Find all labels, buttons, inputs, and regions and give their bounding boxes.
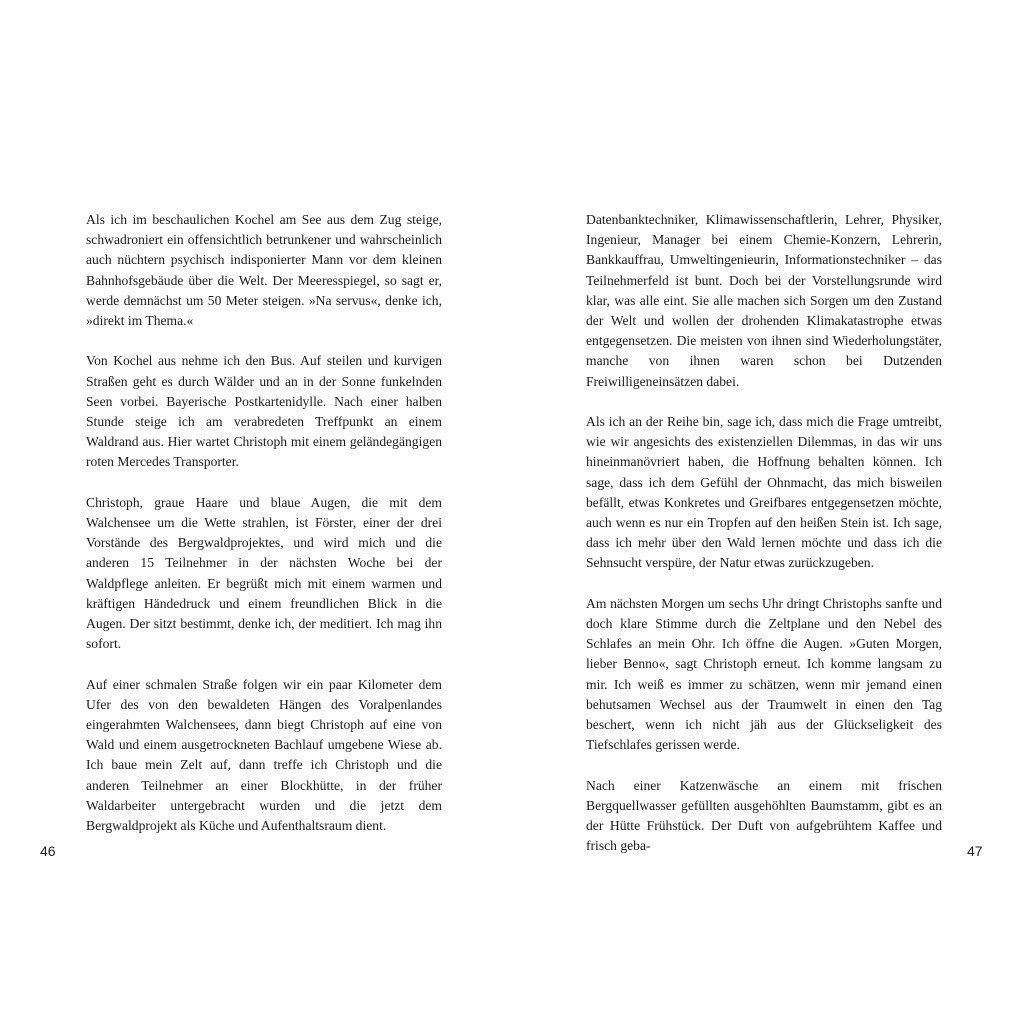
right-paragraph-3: Am nächsten Morgen um sechs Uhr dringt Christophs sanfte und doch klare Stimme durch die Zeltplane und den Nebel des Schlafes an mein Ohr. Ich öffne die Augen. »Guten Morgen, lieber Benno«, sagt Christoph erneut. Ich komme langsam zu mir. Ich weiß es immer zu schätzen, wenn mir jemand einen behutsamen Wechsel aus der Traumwelt in einen den Tag beschert, wenn ich nicht jäh aus der Glückseligkeit des Tiefschlafes gerissen werde. [586,595,942,753]
right-paragraph-4: Nach einer Katzenwäsche an einem mit frischen Bergquellwasser gefüllten ausgehöhlten Baumstamm, gibt es an der Hütte Frühstück. Der Duft von aufgebrühtem Kaffee und frisch geba- [586,777,942,854]
left-page-text [86,210,442,836]
left-paragraph-3: Christoph, graue Haare und blaue Augen, die mit dem Walchensee um die Wette strahlen, ist Förster, einer der drei Vorstände des Bergwaldprojektes, und wird mich und die anderen 15 Teilnehmer in der nächsten Woche bei der Waldpflege anleiten. Er begrüßt mich mit einem warmen und kräftigen Händedruck und einem freundlichen Blick in die Augen. Der sitzt bestimmt, denke ich, der meditiert. Ich mag ihn sofort. [86,494,442,652]
left-page-number: 46 [40,843,56,859]
right-page-number: 47 [967,843,983,859]
left-paragraph-4: Auf einer schmalen Straße folgen wir ein paar Kilometer dem Ufer des von den bewaldeten Hängen des Voralpenlandes eingerahmten Walchensees, dann biegt Christoph auf eine von Wald und einem ausgetrockneten Bachlauf umgebene Wiese ab. Ich baue mein Zelt auf, dann treffe ich Christoph und die anderen Teilnehmer an einer Blockhütte, in der früher Waldarbeiter untergebracht wurden und die jetzt dem Bergwaldprojekt als Küche und Aufenthaltsraum dient. [86,676,442,834]
right-paragraph-1: Datenbanktechniker, Klimawissenschaftlerin, Lehrer, Physiker, Ingenieur, Manager bei einem Chemie-Konzern, Lehrerin, Bankkauffrau, Umweltingenieurin, Informationstechniker – das Teilnehmerfeld ist bunt. Doch bei der Vorstellungsrunde wird klar, was alle eint. Sie alle machen sich Sorgen um den Zustand der Welt und wollen der drohenden Klimakatastrophe etwas entgegensetzen. Die meisten von ihnen sind Wiederholungstäter, manche von ihnen waren schon bei Dutzenden Freiwilligeneinsätzen dabei. [586,212,942,389]
left-paragraph-1: Als ich im beschaulichen Kochel am See aus dem Zug steige, schwadroniert ein offensichtlich betrunkener und wahrscheinlich auch nüchtern psychisch indisponierter Mann vor dem kleinen Bahnhofsgebäude über die Welt. Der Meeresspiegel, so sagt er, werde demnächst um 50 Meter steigen. »Na servus«, denke ich, »direkt im Thema.« [86,212,442,329]
right-paragraph-2: Als ich an der Reihe bin, sage ich, dass mich die Frage umtreibt, wie wir angesichts des existenziellen Dilemmas, in das wir uns hineinmanövriert haben, die Hoffnung behalten können. Ich sage, dass ich dem Gefühl der Ohnmacht, das mich bisweilen befällt, etwas Konkretes und Greifbares entgegensetzen möchte, auch wenn es nur ein Tropfen auf den heißen Stein ist. Ich sage, dass ich mehr über den Wald lernen möchte und dass ich die Sehnsucht verspüre, der Natur etwas zurückzugeben. [586,414,942,571]
left-paragraph-2: Von Kochel aus nehme ich den Bus. Auf steilen und kurvigen Straßen geht es durch Wälder und an in der Sonne funkelnden Seen vorbei. Bayerische Postkartenidylle. Nach einer halben Stunde steige ich am verabredeten Treffpunkt an einem Waldrand aus. Hier wartet Christoph mit einem geländegängigen roten Mercedes Transporter. [86,353,442,470]
right-page-text [586,210,942,856]
right-page [512,0,1024,1024]
